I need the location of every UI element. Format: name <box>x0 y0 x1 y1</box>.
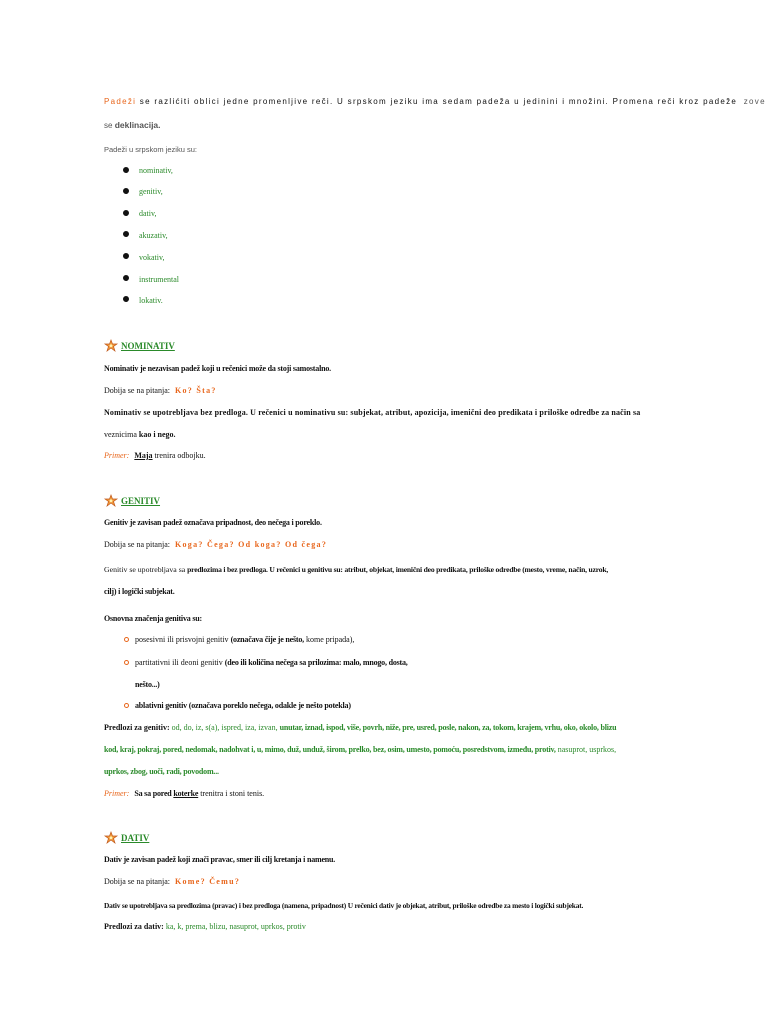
circle-bullet-icon <box>124 637 129 642</box>
meaning-text: kome pripada), <box>303 635 355 644</box>
genitiv-prep-line-3: uprkos, zbog, uoči, radi, povodom... <box>104 767 219 776</box>
question-label: Dobija se na pitanja: <box>104 386 170 395</box>
case-item: lokativ. <box>139 296 163 305</box>
star-flower-icon <box>103 339 119 352</box>
nominativ-usage-2 <box>104 430 176 439</box>
example-label: Primer: <box>104 451 130 460</box>
genitiv-question: Koga? Čega? Od koga? Od čega? <box>174 540 328 549</box>
case-item: instrumental <box>139 275 179 284</box>
prep-label: Predlozi za dativ: <box>104 922 164 931</box>
bullet-icon <box>123 296 129 302</box>
genitiv-meaning-2 <box>135 658 408 667</box>
intro-zove: zove <box>743 97 766 106</box>
prep-label: Predlozi za genitiv: <box>104 723 170 732</box>
genitiv-example <box>104 789 264 798</box>
bullet-icon <box>123 210 129 216</box>
example-rest: trenira odbojku. <box>152 451 206 460</box>
genitiv-usage-2: cilj) i logički subjekat. <box>104 587 175 596</box>
genitiv-prep-line-1 <box>104 723 616 732</box>
genitiv-prep-line-2 <box>104 745 616 754</box>
example-rest: trenitra i stoni tenis. <box>198 789 265 798</box>
genitiv-definition: Genitiv je zavisan padež označava pripadnost, deo nečega i poreklo. <box>104 518 322 527</box>
dativ-prep-line <box>104 922 306 931</box>
dativ-question: Kome? Čemu? <box>174 877 241 886</box>
bullet-icon <box>123 167 129 173</box>
circle-bullet-icon <box>124 703 129 708</box>
genitiv-meaning-3: ablativni genitiv (označava poreklo nečega, odakle je nešto potekla) <box>135 701 351 710</box>
intro-line-2 <box>104 120 161 130</box>
dativ-definition: Dativ je zavisan padež koji znači pravac, smer ili cilj kretanja i namenu. <box>104 855 336 864</box>
example-word: Maja <box>134 451 153 460</box>
nominativ-title: NOMINATIV <box>121 341 175 351</box>
usage-text: veznicima <box>104 430 139 439</box>
intro-padezi: Padeži <box>104 97 137 106</box>
genitiv-usage-1 <box>104 565 608 574</box>
circle-bullet-icon <box>124 660 129 665</box>
case-item: nominativ, <box>139 166 173 175</box>
meaning-text: posesivni ili prisvojni genitiv <box>135 635 231 644</box>
bullet-icon <box>123 253 129 259</box>
intro-line-1 <box>104 97 766 106</box>
nominativ-usage-1: Nominativ se upotrebljava bez predloga. U rečenici u nominativu su: subjekat, atribut, apozicija, imenični deo predikata i priloške odredbe za način sa <box>104 408 641 417</box>
intro-se: se <box>104 121 113 130</box>
example-word: koterke <box>173 789 199 798</box>
genitiv-question-line <box>104 540 327 549</box>
dativ-usage: Dativ se upotrebljava sa predlozima (pravac) i bez predloga (namena, pripadnost) U rečenici dativ je objekat, atribut, priloške odredbe za mesto i logički subjekat. <box>104 901 584 910</box>
dativ-question-line <box>104 877 240 886</box>
question-label: Dobija se na pitanja: <box>104 540 170 549</box>
usage-bold: predlozima i bez predloga. U rečenici u genitivu su: atribut, objekat, imenični deo predikata, priloške odredbe (mesto, vreme, način, uzrok, <box>187 565 609 574</box>
bullet-icon <box>123 188 129 194</box>
genitiv-meaning-2-cont: nešto...) <box>135 680 160 689</box>
genitiv-heading <box>103 494 160 507</box>
meaning-text: partitativni ili deoni genitiv <box>135 658 225 667</box>
case-item: genitiv, <box>139 187 163 196</box>
prep-list-bold: unutar, iznad, ispod, više, povrh, niže, pre, usred, posle, nakon, za, tokom, krajem, vrhu, oko, okolo, blizu <box>279 723 617 732</box>
dativ-title: DATIV <box>121 833 150 843</box>
example-text: Sa sa pored <box>134 789 174 798</box>
case-item: akuzativ, <box>139 231 168 240</box>
usage-text: Genitiv se upotrebljava sa <box>104 565 188 574</box>
genitiv-meaning-1 <box>135 635 354 644</box>
prep-list: ka, k, prema, blizu, nasuprot, uprkos, protiv <box>163 922 306 931</box>
prep-list-bold: kod, kraj, pokraj, pored, nedomak, nadohvat i, u, mimo, duž, unduž, širom, prelko, bez, osim, umesto, pomoću, posredstvom, između, protiv, <box>104 745 556 754</box>
nominativ-question: Ko? Šta? <box>174 386 217 395</box>
nominativ-heading <box>103 339 175 352</box>
genitiv-title: GENITIV <box>121 496 161 506</box>
star-flower-icon <box>103 494 119 507</box>
usage-bold: kao i nego. <box>138 430 176 439</box>
meaning-bold: (deo ili količina nečega sa prilozima: malo, mnogo, dosta, <box>224 658 408 667</box>
intro-deklinacija: deklinacija. <box>114 120 161 130</box>
genitiv-meanings-title: Osnovna značenja genitiva su: <box>104 614 202 623</box>
case-item: dativ, <box>139 209 157 218</box>
nominativ-question-line <box>104 386 217 395</box>
intro-text: se razlićiti oblici jedne promenljive reči. U srpskom jeziku ima sedam padeža u jedinini i množini. Promena reči kroz padeže <box>136 97 738 106</box>
star-flower-icon <box>103 831 119 844</box>
nominativ-definition: Nominativ je nezavisan padež koji u rečenici može da stoji samostalno. <box>104 364 331 373</box>
meaning-bold: (označava čije je nešto, <box>230 635 304 644</box>
dativ-heading <box>103 831 149 844</box>
prep-list: od, do, iz, s(a), ispred, iza, izvan, <box>169 723 280 732</box>
case-item: vokativ, <box>139 253 165 262</box>
example-label: Primer: <box>104 789 130 798</box>
bullet-icon <box>123 275 129 281</box>
question-label: Dobija se na pitanja: <box>104 877 170 886</box>
cases-intro: Padeži u srpskom jeziku su: <box>104 145 197 154</box>
prep-list: nasuprot, usprkos, <box>555 745 617 754</box>
bullet-icon <box>123 231 129 237</box>
nominativ-example <box>104 451 206 460</box>
